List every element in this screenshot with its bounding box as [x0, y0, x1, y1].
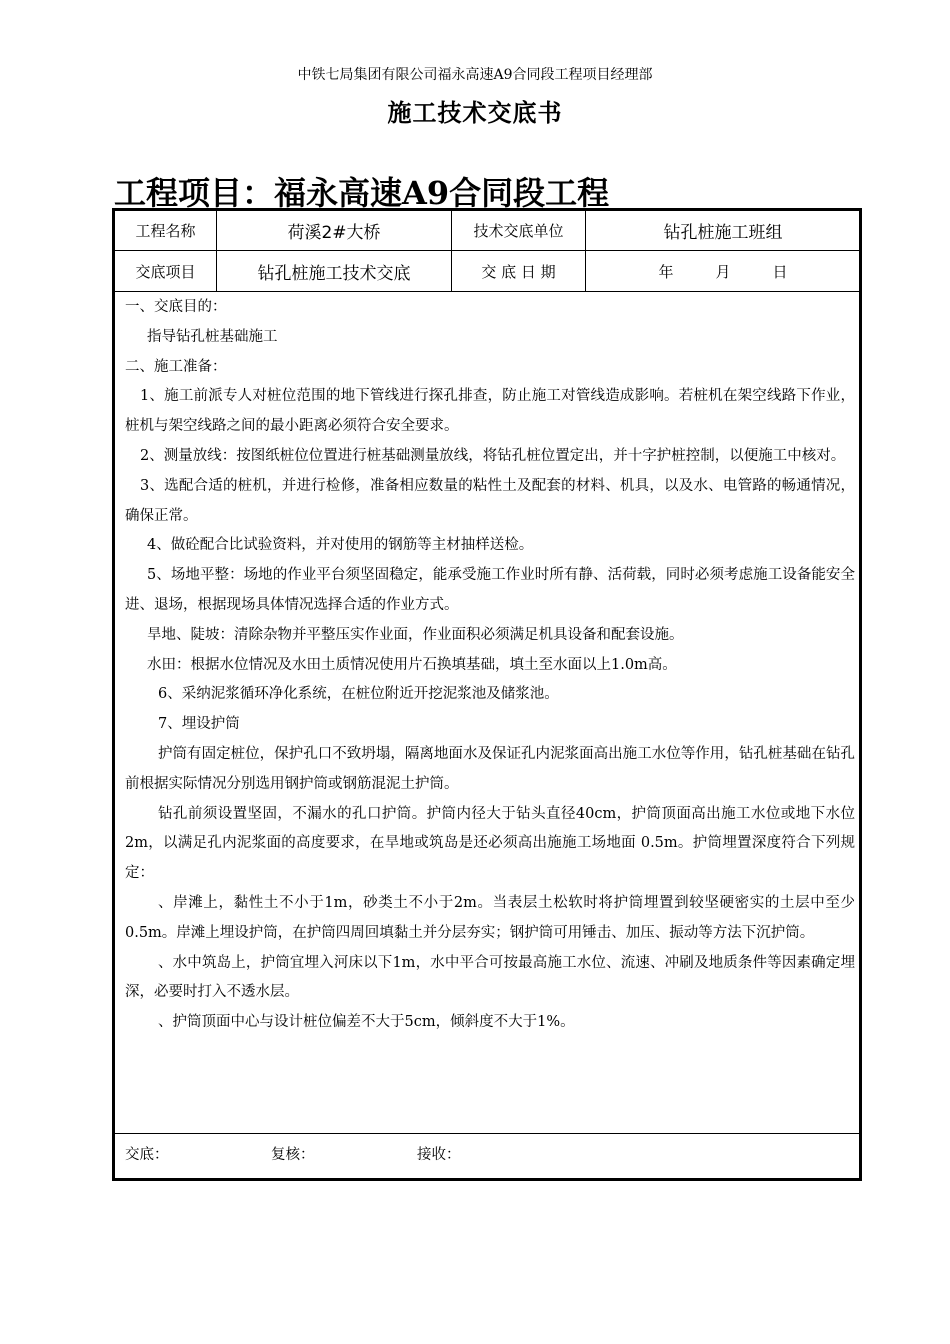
- project-line: 工程项目：福永高速A9合同段工程: [114, 174, 610, 212]
- handover-signature: 交底：: [125, 1147, 169, 1163]
- date-day: 日: [772, 262, 788, 281]
- review-signature: 复核：: [271, 1147, 315, 1163]
- organization-name: 中铁七局集团有限公司福永高速A9合同段工程项目经理部: [297, 67, 653, 83]
- paragraph: 护筒有固定桩位，保护孔口不致坍塌，隔离地面水及保证孔内泥浆面高出施工水位等作用，钻孔桩基础在钻孔前根据实际情况分别选用钢护筒或钢筋混泥土护筒。: [125, 745, 855, 792]
- paragraph: 指导钻孔桩基础施工: [147, 328, 278, 345]
- project-name-label: 工程名称: [135, 222, 196, 240]
- paragraph: 4、做砼配合比试验资料，并对使用的钢筋等主材抽样送检。: [147, 537, 534, 554]
- disclosure-date-label: 交 底 日 期: [481, 262, 556, 281]
- date-year: 年: [658, 262, 674, 281]
- disclosure-item-label: 交底项目: [135, 262, 196, 281]
- disclosure-date-value: [586, 251, 860, 291]
- paragraph: 钻孔前须设置坚固，不漏水的孔口护筒。护筒内径大于钻头直径40cm，护筒顶面高出施工水位或地下水位2m，以满足孔内泥浆面的高度要求，在旱地或筑岛是还必须高出施施工场地面 0.5m。护筒埋置深度符合下列规定：: [125, 805, 855, 882]
- disclosure-unit-label: 技术交底单位: [473, 222, 564, 240]
- paragraph: 6、采纳泥浆循环净化系统，在桩位附近开挖泥浆池及储浆池。: [158, 686, 559, 703]
- receive-signature: 接收：: [417, 1147, 461, 1163]
- paragraph: 7、埋设护筒: [158, 716, 240, 733]
- form-table: [112, 208, 862, 1181]
- paragraph: 旱地、陡坡：清除杂物并平整压实作业面，作业面积必须满足机具设备和配套设施。: [147, 626, 684, 643]
- project-name-value: 荷溪2#大桥: [287, 223, 381, 243]
- row-divider: [115, 1133, 859, 1134]
- disclosure-content: [125, 293, 855, 1038]
- section-heading: 二、施工准备：: [125, 358, 227, 375]
- paragraph: 5、场地平整：场地的作业平台须坚固稳定，能承受施工作业时所有静、活荷载，同时必须考虑施工设备能安全进、退场，根据现场具体情况选择合适的作业方式。: [125, 567, 855, 613]
- paragraph: 3、选配合适的桩机，并进行检修，准备相应数量的粘性土及配套的材料、机具，以及水、电管路的畅通情况，确保正常。: [125, 477, 855, 524]
- document-title: 施工技术交底书: [387, 99, 563, 127]
- paragraph: 水田：根据水位情况及水田土质情况使用片石换填基础，填土至水面以上1.0m高。: [147, 656, 677, 673]
- paragraph: 1、施工前派专人对桩位范围的地下管线进行探孔排查，防止施工对管线造成影响。若桩机在架空线路下作业，桩机与架空线路之间的最小距离必须符合安全要求。: [125, 388, 855, 435]
- section-heading: 一、交底目的：: [125, 299, 227, 315]
- paragraph: 2、测量放线：按图纸桩位位置进行桩基础测量放线，将钻孔桩位置定出，并十字护桩控制，以便施工中核对。: [140, 447, 846, 464]
- paragraph: 、岸滩上，黏性土不小于1m，砂类土不小于2m。当表层土松软时将护筒埋置到较坚硬密实的土层中至少0.5m。岸滩上埋设护筒，在护筒四周回填黏土并分层夯实；钢护筒可用锤击、加压、振动等方法下沉护筒。: [125, 894, 855, 941]
- paragraph: 、护筒顶面中心与设计桩位偏差不大于5cm，倾斜度不大于1%。: [158, 1014, 575, 1031]
- disclosure-unit-value: 钻孔桩施工班组: [663, 223, 783, 243]
- disclosure-item-value: 钻孔桩施工技术交底: [257, 263, 411, 284]
- row-divider: [115, 291, 859, 292]
- paragraph: 、水中筑岛上，护筒宜埋入河床以下1m，水中平合可按最高施工水位、流速、冲刷及地质条件等因素确定埋深，必要时打入不透水层。: [125, 954, 855, 1001]
- date-month: 月: [715, 262, 731, 281]
